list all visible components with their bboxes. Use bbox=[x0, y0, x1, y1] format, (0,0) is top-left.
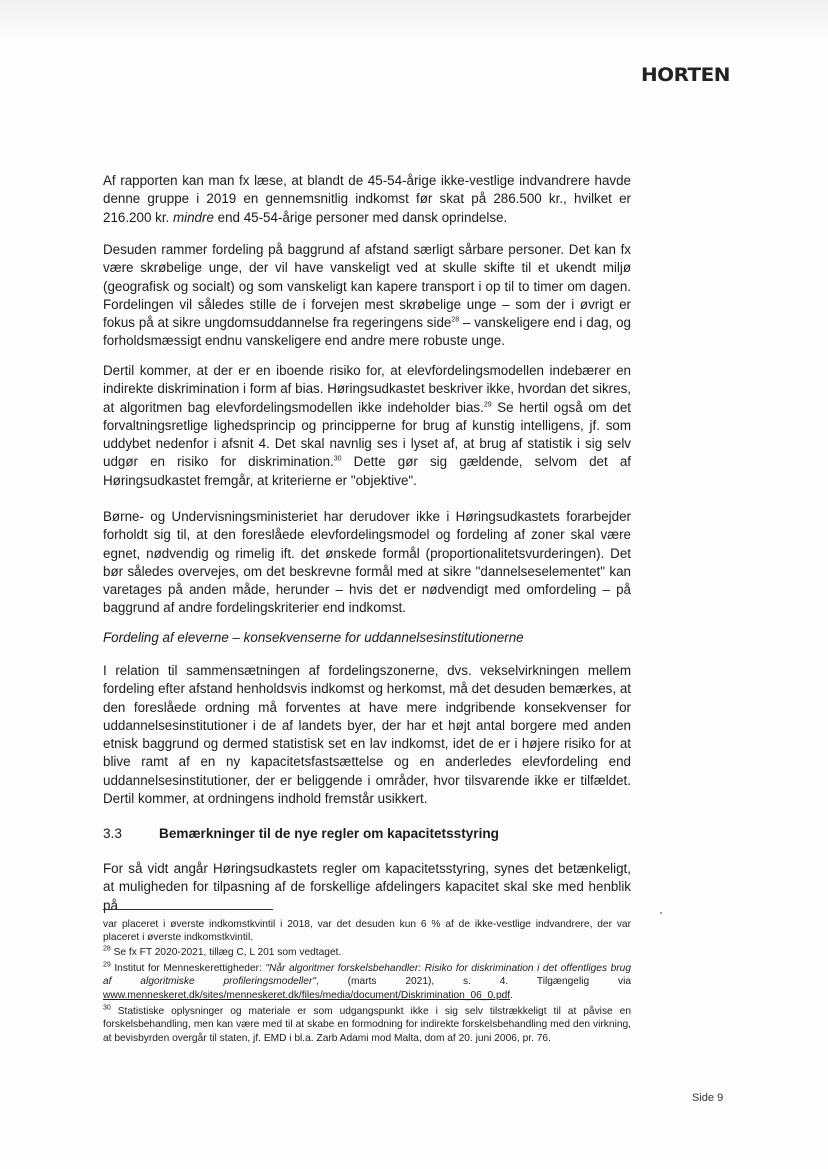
source-link[interactable]: www.menneskeret.dk/sites/menneskeret.dk/files/media/document/Diskrimination_06_0.pdf bbox=[103, 989, 511, 1001]
scan-shadow bbox=[0, 0, 828, 38]
paragraph-bias-risk: Dertil kommer, at der er en iboende risiko for, at elevfordelingsmodellen indebærer en indirekte diskrimination i form af bias. Høringsudkastet beskriver ikke, hvordan det sikres, at algoritmen bag elevfordelingsmodellen ikke indeholder bias.$^{29}$ Se hertil også om det forvaltningsretlige lighedsprincip og principperne for brug af kunstig intelligens, jf. som uddybet nedenfor i afsnit 4. Det skal navnlig ses i lyset af, at brug af statistik i sig selv udgør en risiko for diskrimination.$^{30}$ Dette gør sig gældende, selvom det af Høringsudkastet fremgår, at kriterierne er "objektive". bbox=[103, 363, 632, 488]
emphasis-mindre: mindre bbox=[172, 209, 214, 225]
footnote-ref-30: 30 bbox=[333, 456, 342, 464]
horten-logo: HORTEN bbox=[641, 64, 730, 86]
section-heading bbox=[103, 826, 499, 841]
footnote-28: $^{28}$ Se fx FT 2020-2021, tillæg C, L 201 som vedtaget. bbox=[103, 945, 342, 958]
paragraph-vulnerable-youth: Desuden rammer fordeling på baggrund af afstand særligt sårbare personer. Det kan fx være skrøbelige unge, der vil have vanskeligt ved at skulle skifte til et ukendt miljø (geografisk og socialt) og som vanskeligt kan kapere transport i op til to timer om dagen. Fordelingen vil således stille de i forvejen mest skrøbelige unge – som der i øvrigt er fokus på at sikre ungdomsuddannelse fra regeringens side$^{28}$ – vanskeligere end i dag, og forholdsmæssigt endnu vanskeligere end andre mere robuste unge. bbox=[103, 242, 631, 349]
paragraph-institution-consequences: I relation til sammensætningen af fordelingszonerne, dvs. vekselvirkningen mellem fordeling efter afstand henholdsvis indkomst og herkomst, må det desuden bemærkes, at den foreslåede ordning må forventes at have mere indgribende konsekvenser for uddannelsesinstitutioner i de af landets byer, der har et højt antal borgere med anden etnisk baggrund og dermed statistisk set en lav indkomst, idet de er i højere risiko for at blive ramt af en ny kapacitetsfastsættelse og en anderledes elevfordeling end uddannelsesinstitutioner, der er beliggende i områder, hvor tilsvarende ikke er tilfældet. Dertil kommer, at ordningens indhold fremstår usikkert. bbox=[103, 663, 631, 807]
footnote-ref-28: 28 bbox=[451, 316, 460, 324]
footnote-29: $^{29}$ Institut for Menneskerettigheder: "Når algoritmer forskelsbehandler: Risiko for diskrimination i det offentliges brug af algoritmiske profileringsmodeller", (marts 2021), s. 4. Tilgængelig via www.menneskeret.dk/sites/menneskeret.dk/files/media/document/Diskrimination_06_0.pdf. bbox=[103, 961, 631, 1001]
page-number: Side 9 bbox=[692, 1092, 724, 1104]
report-title: "Når algoritmer forskelsbehandler: Risiko for diskrimination i det offentliges brug af algoritmiske profileringsmodeller" bbox=[103, 963, 631, 988]
paragraph-income-report: Af rapporten kan man fx læse, at blandt de 45-54-årige ikke-vestlige indvandrere havde denne gruppe i 2019 en gennemsnitlig indkomst før skat på 286.500 kr., hvilket er 216.200 kr. mindre end 45-54-årige personer med dansk oprindelse. bbox=[103, 173, 631, 225]
paragraph-capacity: For så vidt angår Høringsudkastets regler om kapacitetsstyring, synes det betænkeligt, at muligheden for tilpasning af de forskellige afdelingers kapacitet skal ske med henblik på bbox=[103, 861, 631, 913]
section-title: Bemærkninger til de nye regler om kapacitetsstyring bbox=[159, 826, 499, 841]
footnote-divider bbox=[103, 909, 273, 910]
italic-subheading: Fordeling af eleverne – konsekvenserne for uddannelsesinstitutionerne bbox=[103, 630, 524, 645]
scan-speck bbox=[660, 912, 662, 914]
footnote-ref-29: 29 bbox=[483, 401, 492, 409]
paragraph-proportionality: Børne- og Undervisningsministeriet har derudover ikke i Høringsudkastets forarbejder forholdt sig til, at den foreslåede elevfordelingsmodel og fordeling af zoner skal være egnet, nødvendig og rimelig ift. det ønskede formål (proportionalitetsvurderingen). Det bør således overvejes, om det beskrevne formål med at sikre "dannelseselementet" kan varetages på anden måde, herunder – hvis det er nødvendigt med omfordeling – på baggrund af andre fordelingskriterier end indkomst. bbox=[103, 509, 631, 616]
footnote-30: $^{30}$ Statistiske oplysninger og materiale er som udgangspunkt ikke i sig selv tilstrækkeligt til at påvise en forskelsbehandling, men kan være med til at skabe en formodning for indirekte forskelsbehandling med den virkning, at bevisbyrden overgår til staten, jf. EMD i bl.a. Zarb Adami mod Malta, dom af 20. juni 2006, pr. 76. bbox=[103, 1004, 631, 1044]
section-number: 3.3 bbox=[103, 826, 122, 841]
footnote-continuation: var placeret i øverste indkomstkvintil i 2018, var det desuden kun 6 % af de ikke-vestlige indvandrere, der var placeret i øverste indkomstkvintil. bbox=[103, 919, 631, 944]
